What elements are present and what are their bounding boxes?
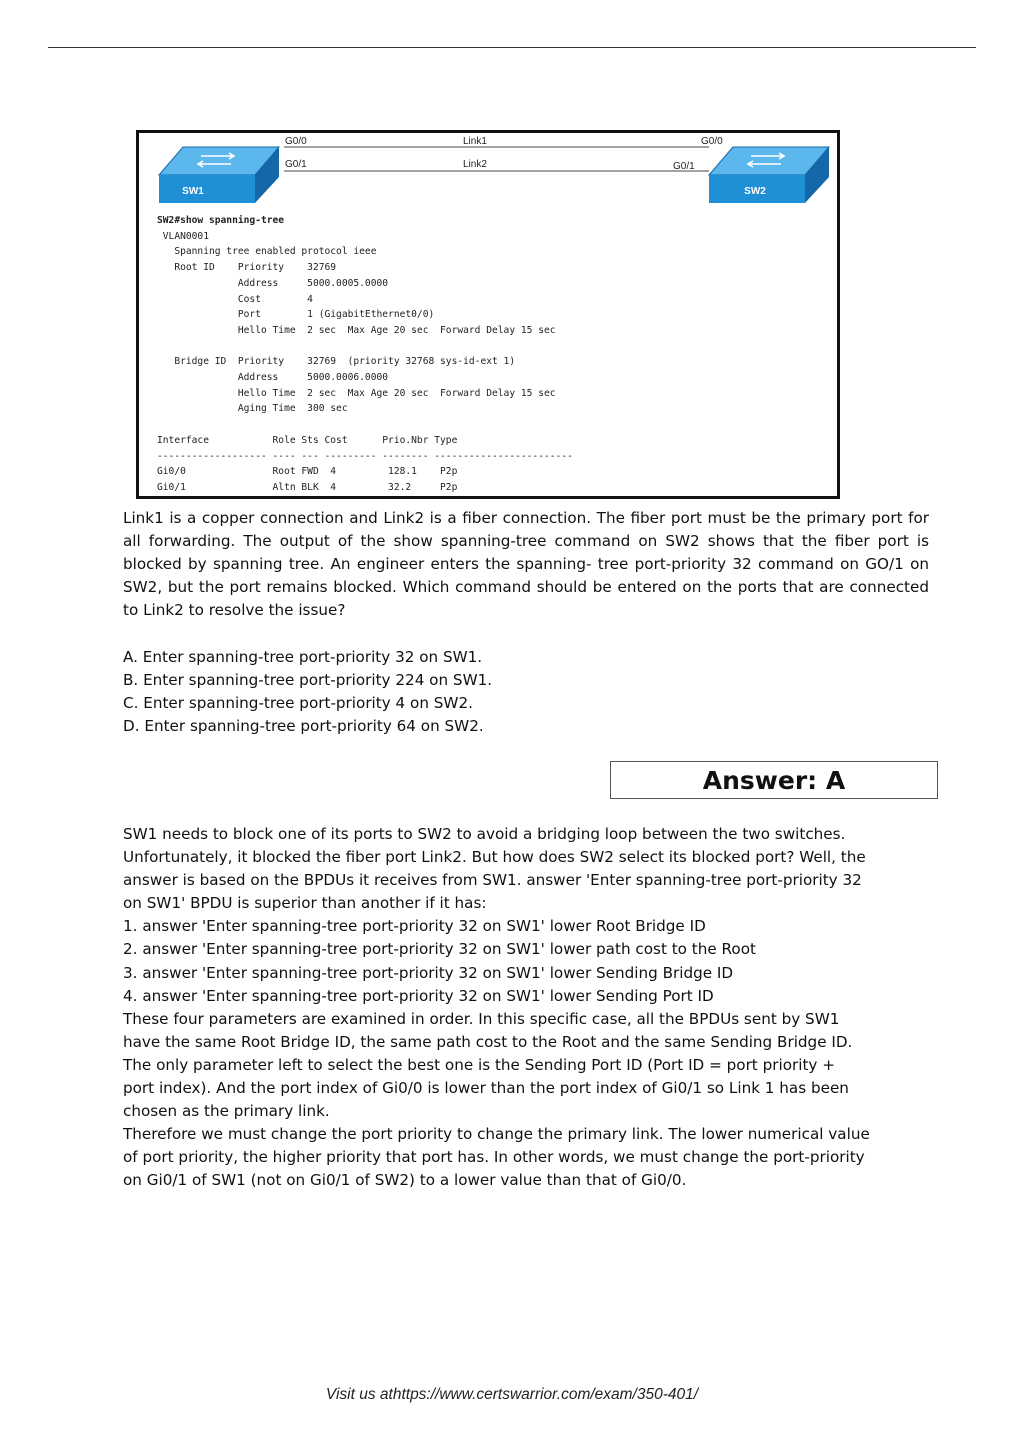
explanation-line: The only parameter left to select the best one is the Sending Port ID (Port ID = port priority + bbox=[123, 1055, 835, 1074]
explanation-line: port index). And the port index of Gi0/0 is lower than the port index of Gi0/1 so Link 1 has been bbox=[123, 1079, 849, 1098]
link2-label: Link2 bbox=[463, 159, 487, 170]
sw1-label: SW1 bbox=[182, 186, 204, 197]
explanation-line: answer is based on the BPDUs it receives from SW1. answer 'Enter spanning-tree port-priority 32 bbox=[123, 871, 862, 890]
explanation-line: 3. answer 'Enter spanning-tree port-priority 32 on SW1' lower Sending Bridge ID bbox=[123, 963, 734, 982]
explanation-line: SW1 needs to block one of its ports to SW2 to avoid a bridging loop between the two switches. bbox=[123, 825, 846, 843]
sw2-label: SW2 bbox=[744, 186, 766, 197]
link1-label: Link1 bbox=[463, 136, 487, 147]
option-a: A. Enter spanning-tree port-priority 32 on SW1. bbox=[123, 648, 483, 666]
answer-options bbox=[123, 646, 492, 738]
explanation-line: of port priority, the higher priority that port has. In other words, we must change the port-priority bbox=[123, 1148, 865, 1167]
explanation-line: Unfortunately, it blocked the fiber port Link2. But how does SW2 select its blocked port? Well, the bbox=[123, 848, 866, 867]
sw1-switch-icon bbox=[159, 147, 279, 203]
option-b: B. Enter spanning-tree port-priority 224 on SW1. bbox=[123, 671, 493, 689]
explanation-line: 4. answer 'Enter spanning-tree port-priority 32 on SW1' lower Sending Port ID bbox=[123, 986, 714, 1005]
cli-output-text: VLAN0001 Spanning tree enabled protocol ieee Root ID Priority 32769 Address 5000.0005.0000 Cost 4 Port 1 (GigabitEthernet0/0) Hello Time 2 sec Max Age 20 sec Forward Delay 15 sec Bridge ID Priority 32769 (priority 32768 sys-id-ext 1) Address 5000.0006.0000 Hello Time 2 sec Max Age 20 sec Forward Delay 15 sec Aging Time 300 sec Interface Role Sts Cost Prio.Nbr Type ------------------- ---- --- --------- -------- ------------------------ Gi0/0 Root FWD 4 128.1 P2p Gi0/1 Altn BLK 4 32.2 P2p bbox=[157, 230, 573, 493]
sw1-port-g00-label: G0/0 bbox=[285, 136, 307, 147]
option-d: D. Enter spanning-tree port-priority 64 on SW2. bbox=[123, 717, 484, 735]
explanation-line: These four parameters are examined in order. In this specific case, all the BPDUs sent by SW1 bbox=[123, 1009, 840, 1028]
footer-link[interactable]: Visit us athttps://www.certswarrior.com/exam/350-401/ bbox=[325, 1386, 699, 1403]
sw2-switch-icon bbox=[709, 147, 829, 203]
sw2-port-g00-label: G0/0 bbox=[701, 136, 723, 147]
sw2-port-g01-label: G0/1 bbox=[673, 161, 695, 172]
explanation-line: 1. answer 'Enter spanning-tree port-priority 32 on SW1' lower Root Bridge ID bbox=[123, 917, 706, 936]
explanation-line: Therefore we must change the port priority to change the primary link. The lower numerical value bbox=[123, 1125, 870, 1144]
cli-command: SW2#show spanning-tree bbox=[157, 215, 285, 226]
cli-output bbox=[157, 213, 573, 496]
explanation-line: have the same Root Bridge ID, the same path cost to the Root and the same Sending Bridge ID. bbox=[123, 1032, 853, 1051]
explanation bbox=[123, 823, 943, 1193]
topology-figure bbox=[136, 130, 840, 499]
question-text: Link1 is a copper connection and Link2 is a fiber connection. The fiber port must be the primary port for all forwarding. The output of the show spanning-tree command on SW2 shows that the fiber port is blocked by spanning tree. An engineer enters the spanning- tree port-priority 32 command on GO/1 on SW2, but the port remains blocked. Which command should be entered on the ports that are connected to Link2 to resolve the issue? bbox=[123, 509, 929, 619]
explanation-line: on SW1' BPDU is superior than another if it has: bbox=[123, 894, 487, 913]
sw1-port-g01-label: G0/1 bbox=[285, 159, 307, 170]
answer-box: Answer: A bbox=[610, 761, 938, 799]
explanation-line: on Gi0/1 of SW1 (not on Gi0/1 of SW2) to a lower value than that of Gi0/0. bbox=[123, 1171, 687, 1190]
explanation-line: 2. answer 'Enter spanning-tree port-priority 32 on SW1' lower path cost to the Root bbox=[123, 940, 756, 959]
option-c: C. Enter spanning-tree port-priority 4 on SW2. bbox=[123, 694, 473, 712]
header-rule bbox=[48, 47, 976, 48]
explanation-line: chosen as the primary link. bbox=[123, 1102, 330, 1121]
